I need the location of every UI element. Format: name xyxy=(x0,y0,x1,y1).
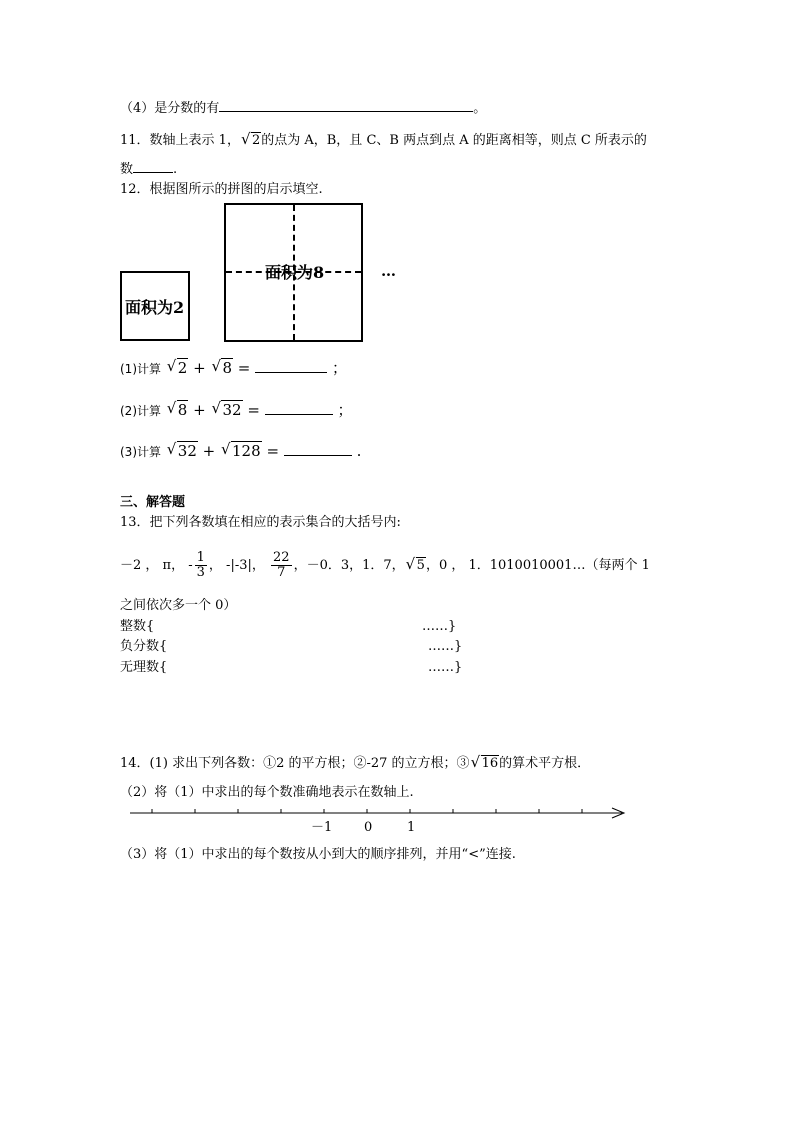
q12-item-3: (3)计算 √ 32 + √ 128 = . xyxy=(120,440,362,460)
set-negative-fractions-label: 负分数{ xyxy=(120,639,168,654)
q14-line1: 14．(1) 求出下列各数：①2 的平方根；②-27 的立方根；③ √ 16的算术平方根． xyxy=(120,753,591,771)
set-irrational-end: ……} xyxy=(428,660,463,675)
set-irrational-label: 无理数{ xyxy=(120,660,168,675)
q11-radicand: 2 xyxy=(251,133,261,148)
q11-sqrt: √ 2 xyxy=(240,130,261,148)
fraction-one-third: $\frac{1}{3}$ xyxy=(196,550,205,580)
q14-line3: （3）将（1）中求出的每个数按从小到大的顺序排列，并用“<”连接. xyxy=(120,847,516,862)
sqrt-16: √ 16 xyxy=(470,753,499,771)
q12-item-1: (1)计算 √ 2 + √ 8 = ； xyxy=(120,357,347,377)
sqrt-5: √ 5 xyxy=(405,555,425,573)
q10-part4-suffix: 。 xyxy=(473,101,487,116)
q11-line2-b: . xyxy=(173,162,178,177)
small-square-label: 面积为2 xyxy=(125,298,185,317)
fraction-22-7: $\frac{22}{7}$ xyxy=(273,550,290,580)
axis-label-0: 0 xyxy=(364,820,373,835)
q13-title: 13．把下列各数填在相应的表示集合的大括号内: xyxy=(120,515,401,530)
set-negative-fractions-end: ……} xyxy=(428,639,463,654)
set-integers-end: ……} xyxy=(422,619,457,634)
q12-item-2: (2)计算 √ 8 + √ 32 = ； xyxy=(120,399,353,419)
section-3-title: 三、解答题 xyxy=(120,495,186,510)
q11-text-b: 的点为 A，B，且 C、B 两点到点 A 的距离相等，则点 C 所表示的 xyxy=(261,133,647,148)
pattern-ellipsis: … xyxy=(381,262,396,280)
q14-line2: （2）将（1）中求出的每个数准确地表示在数轴上. xyxy=(120,785,414,800)
q13-numbers-line: －2 ， π， - $\frac{1}{3}$ ， -|-3|， $\frac{22}{7}$ ，－0．3，1．7， √ 5，0 ， 1．1010010001…（每两个 1 xyxy=(120,546,650,586)
q10-part4-prefix: （4）是分数的有 xyxy=(120,101,220,116)
q12-title: 12．根据图所示的拼图的启示填空. xyxy=(120,182,323,197)
set-integers-label: 整数{ xyxy=(120,619,155,634)
q13-line2: 之间依次多一个 0） xyxy=(120,598,237,613)
q11-line2-a: 数 xyxy=(120,162,134,177)
axis-label-neg1: －1 xyxy=(311,820,333,835)
large-square-label: 面积为8 xyxy=(265,263,325,282)
q11-text-a: 11．数轴上表示 1， xyxy=(120,133,240,148)
axis-label-1: 1 xyxy=(407,820,416,835)
